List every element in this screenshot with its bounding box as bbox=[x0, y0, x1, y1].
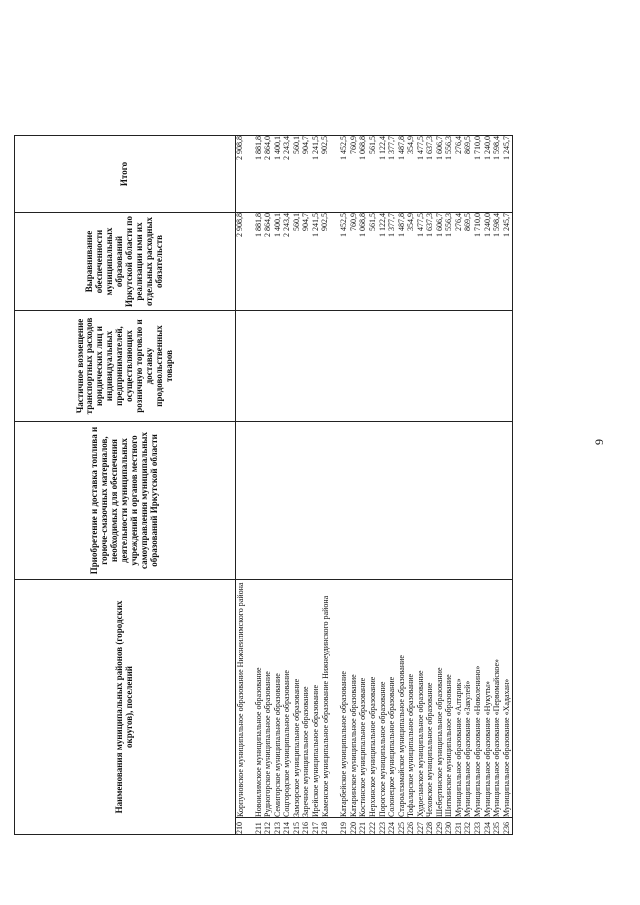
row-total: 1 400,1 bbox=[274, 136, 284, 213]
row-name bbox=[236, 580, 255, 818]
row-equalization: 1 400,1 bbox=[274, 213, 284, 311]
row-number: 224 bbox=[388, 818, 398, 835]
row-name: Семигорское муниципальное образование bbox=[274, 580, 284, 818]
row-transport bbox=[455, 311, 465, 422]
row-equalization: 1 881,8 bbox=[255, 213, 265, 311]
row-total: 904,7 bbox=[302, 136, 312, 213]
budget-table bbox=[14, 135, 513, 835]
row-total: 1 245,7 bbox=[503, 136, 513, 213]
row-equalization: 1 598,4 bbox=[493, 213, 503, 311]
row-equalization: 2 908,8 bbox=[236, 213, 255, 311]
row-transport bbox=[388, 311, 398, 422]
row-name: Муниципальное образование «Новоленино» bbox=[474, 580, 484, 818]
header-total: Итого bbox=[15, 136, 236, 213]
row-equalization: 1 710,0 bbox=[474, 213, 484, 311]
row-transport bbox=[503, 311, 513, 422]
row-fuel bbox=[445, 422, 455, 580]
row-total: 760,9 bbox=[350, 136, 360, 213]
row-fuel bbox=[283, 422, 293, 580]
row-transport bbox=[255, 311, 265, 422]
row-number: 231 bbox=[455, 818, 465, 835]
row-total: 1 881,8 bbox=[255, 136, 265, 213]
row-fuel bbox=[407, 422, 417, 580]
row-total: 276,4 bbox=[455, 136, 465, 213]
row-name: Староалзамайское муниципальное образование bbox=[398, 580, 408, 818]
row-equalization: 1 477,5 bbox=[417, 213, 427, 311]
row-total: 2 864,0 bbox=[264, 136, 274, 213]
row-name: Муниципальное образование «Первомайское» bbox=[493, 580, 503, 818]
row-number: 216 bbox=[302, 818, 312, 835]
row-number: 235 bbox=[493, 818, 503, 835]
table-row bbox=[503, 136, 513, 835]
row-number: 220 bbox=[350, 818, 360, 835]
row-name-text: Корпуновское муниципальное образование Нижнеилимского района bbox=[236, 582, 245, 817]
row-total: 1 556,3 bbox=[445, 136, 455, 213]
row-transport bbox=[340, 311, 350, 422]
row-name: Катаринское муниципальное образование bbox=[350, 580, 360, 818]
header-fuel: Приобретение и доставка топлива и горюче-смазочных материалов, необходимых для обеспечения деятельности муниципальных учреждений и органов местного самоуправления муниципальных образований Иркутской области bbox=[15, 422, 236, 580]
row-total: 1 477,5 bbox=[417, 136, 427, 213]
table-row bbox=[321, 136, 340, 835]
row-fuel bbox=[255, 422, 265, 580]
row-number: 211 bbox=[255, 818, 265, 835]
row-equalization: 2 864,0 bbox=[264, 213, 274, 311]
row-name: Рудногорское муниципальное образование bbox=[264, 580, 274, 818]
row-name: Заречное муниципальное образование bbox=[302, 580, 312, 818]
row-name: Солонецкое муниципальное образование bbox=[388, 580, 398, 818]
row-fuel bbox=[293, 422, 303, 580]
row-fuel bbox=[264, 422, 274, 580]
row-total: 560,1 bbox=[293, 136, 303, 213]
row-number: 213 bbox=[274, 818, 284, 835]
row-equalization: 1 606,7 bbox=[436, 213, 446, 311]
row-equalization: 1 241,5 bbox=[312, 213, 322, 311]
row-number: 218 bbox=[321, 818, 340, 835]
row-name: Замзорское муниципальное образование bbox=[293, 580, 303, 818]
row-total: 1 487,8 bbox=[398, 136, 408, 213]
row-number: 228 bbox=[426, 818, 436, 835]
header-equalization: Выравнивание обеспеченности муниципальных образований Иркутской области по реализации ими их отдельных расходных обязательств bbox=[15, 213, 236, 311]
row-transport bbox=[283, 311, 293, 422]
header-transport: Частичное возмещение транспортных расходов юридических лиц и индивидуальных предпринимателей, осуществляющих розничную торговлю и доставку продовольственных товаров bbox=[15, 311, 236, 422]
table-row bbox=[312, 136, 322, 835]
row-equalization: 2 243,4 bbox=[283, 213, 293, 311]
row-name: Катарбейское муниципальное образование bbox=[340, 580, 350, 818]
row-number: 229 bbox=[436, 818, 446, 835]
row-equalization: 902,5 bbox=[321, 213, 340, 311]
row-transport bbox=[426, 311, 436, 422]
row-number: 217 bbox=[312, 818, 322, 835]
row-number: 230 bbox=[445, 818, 455, 835]
row-fuel bbox=[312, 422, 322, 580]
row-number: 226 bbox=[407, 818, 417, 835]
row-equalization: 869,5 bbox=[464, 213, 474, 311]
row-number: 214 bbox=[283, 818, 293, 835]
row-fuel bbox=[236, 422, 255, 580]
table-row bbox=[236, 136, 255, 835]
row-number: 236 bbox=[503, 818, 513, 835]
row-name bbox=[321, 580, 340, 818]
row-transport bbox=[369, 311, 379, 422]
row-transport bbox=[493, 311, 503, 422]
row-fuel bbox=[359, 422, 369, 580]
row-total: 1 637,3 bbox=[426, 136, 436, 213]
row-total: 1 122,4 bbox=[379, 136, 389, 213]
row-transport bbox=[436, 311, 446, 422]
row-equalization: 1 452,5 bbox=[340, 213, 350, 311]
row-total: 354,9 bbox=[407, 136, 417, 213]
row-transport bbox=[350, 311, 360, 422]
row-equalization: 276,4 bbox=[455, 213, 465, 311]
row-fuel bbox=[388, 422, 398, 580]
row-equalization: 1 637,3 bbox=[426, 213, 436, 311]
row-name: Шебертинское муниципальное образование bbox=[436, 580, 446, 818]
row-number: 227 bbox=[417, 818, 427, 835]
row-fuel bbox=[464, 422, 474, 580]
row-transport bbox=[474, 311, 484, 422]
row-name: Костинское муниципальное образование bbox=[359, 580, 369, 818]
row-total: 869,5 bbox=[464, 136, 474, 213]
row-fuel bbox=[379, 422, 389, 580]
row-number: 225 bbox=[398, 818, 408, 835]
row-equalization: 1 245,7 bbox=[503, 213, 513, 311]
row-fuel bbox=[398, 422, 408, 580]
row-equalization: 354,9 bbox=[407, 213, 417, 311]
row-total: 1 241,5 bbox=[312, 136, 322, 213]
row-transport bbox=[484, 311, 494, 422]
row-total: 1 606,7 bbox=[436, 136, 446, 213]
row-transport bbox=[359, 311, 369, 422]
row-name: Тофаларское муниципальное образование bbox=[407, 580, 417, 818]
row-equalization: 1 068,8 bbox=[359, 213, 369, 311]
row-transport bbox=[417, 311, 427, 422]
row-name: Муниципальное образование «Алтарик» bbox=[455, 580, 465, 818]
row-total: 2 908,8 bbox=[236, 136, 255, 213]
row-equalization: 1 240,0 bbox=[484, 213, 494, 311]
row-name: Худоеланское муниципальное образование bbox=[417, 580, 427, 818]
row-name: Чеховское муниципальное образование bbox=[426, 580, 436, 818]
row-transport bbox=[312, 311, 322, 422]
row-total: 1 452,5 bbox=[340, 136, 350, 213]
row-total: 561,5 bbox=[369, 136, 379, 213]
row-equalization: 760,9 bbox=[350, 213, 360, 311]
row-transport bbox=[293, 311, 303, 422]
row-number: 215 bbox=[293, 818, 303, 835]
row-transport bbox=[321, 311, 340, 422]
row-total: 1 710,0 bbox=[474, 136, 484, 213]
row-total: 1 598,4 bbox=[493, 136, 503, 213]
row-name: Ирейское муниципальное образование bbox=[312, 580, 322, 818]
row-equalization: 904,7 bbox=[302, 213, 312, 311]
row-number: 233 bbox=[474, 818, 484, 835]
row-fuel bbox=[321, 422, 340, 580]
row-fuel bbox=[350, 422, 360, 580]
row-equalization: 1 487,8 bbox=[398, 213, 408, 311]
row-total: 2 243,4 bbox=[283, 136, 293, 213]
row-number: 234 bbox=[484, 818, 494, 835]
row-total: 1 240,0 bbox=[484, 136, 494, 213]
row-name: Муниципальное образование «Нукуты» bbox=[484, 580, 494, 818]
row-fuel bbox=[503, 422, 513, 580]
row-fuel bbox=[302, 422, 312, 580]
row-name: Муниципальное образование «Закулей» bbox=[464, 580, 474, 818]
row-fuel bbox=[426, 422, 436, 580]
row-transport bbox=[464, 311, 474, 422]
table-header-row bbox=[15, 136, 236, 835]
row-transport bbox=[445, 311, 455, 422]
header-name: Наименования муниципальных районов (городских округов), поселений bbox=[15, 580, 236, 835]
row-fuel bbox=[417, 422, 427, 580]
row-number: 223 bbox=[379, 818, 389, 835]
row-transport bbox=[236, 311, 255, 422]
row-name: Новоилимское муниципальное образование bbox=[255, 580, 265, 818]
row-fuel bbox=[493, 422, 503, 580]
row-total: 1 068,8 bbox=[359, 136, 369, 213]
row-fuel bbox=[369, 422, 379, 580]
row-fuel bbox=[484, 422, 494, 580]
row-fuel bbox=[436, 422, 446, 580]
row-number: 221 bbox=[359, 818, 369, 835]
row-number: 222 bbox=[369, 818, 379, 835]
row-fuel bbox=[274, 422, 284, 580]
row-number: 219 bbox=[340, 818, 350, 835]
row-transport bbox=[302, 311, 312, 422]
row-equalization: 1 556,3 bbox=[445, 213, 455, 311]
page-number: 9 bbox=[592, 439, 606, 445]
row-transport bbox=[274, 311, 284, 422]
row-equalization: 561,5 bbox=[369, 213, 379, 311]
row-number: 212 bbox=[264, 818, 274, 835]
row-name-text: Каменское муниципальное образование Нижнеудинского района bbox=[321, 595, 331, 817]
row-fuel bbox=[340, 422, 350, 580]
row-name: Порогское муниципальное образование bbox=[379, 580, 389, 818]
row-equalization: 1 377,7 bbox=[388, 213, 398, 311]
row-total: 1 377,7 bbox=[388, 136, 398, 213]
row-number: 232 bbox=[464, 818, 474, 835]
table-body bbox=[236, 136, 513, 835]
row-total: 902,5 bbox=[321, 136, 340, 213]
row-name: Нерхинское муниципальное образование bbox=[369, 580, 379, 818]
row-transport bbox=[264, 311, 274, 422]
row-name: Муниципальное образование «Хадахан» bbox=[503, 580, 513, 818]
row-name: Соцгородское муниципальное образование bbox=[283, 580, 293, 818]
row-transport bbox=[379, 311, 389, 422]
row-transport bbox=[398, 311, 408, 422]
row-fuel bbox=[455, 422, 465, 580]
row-transport bbox=[407, 311, 417, 422]
row-equalization: 560,1 bbox=[293, 213, 303, 311]
row-number: 210 bbox=[236, 818, 255, 835]
row-fuel bbox=[474, 422, 484, 580]
row-name: Шиткинское муниципальное образование bbox=[445, 580, 455, 818]
row-equalization: 1 122,4 bbox=[379, 213, 389, 311]
